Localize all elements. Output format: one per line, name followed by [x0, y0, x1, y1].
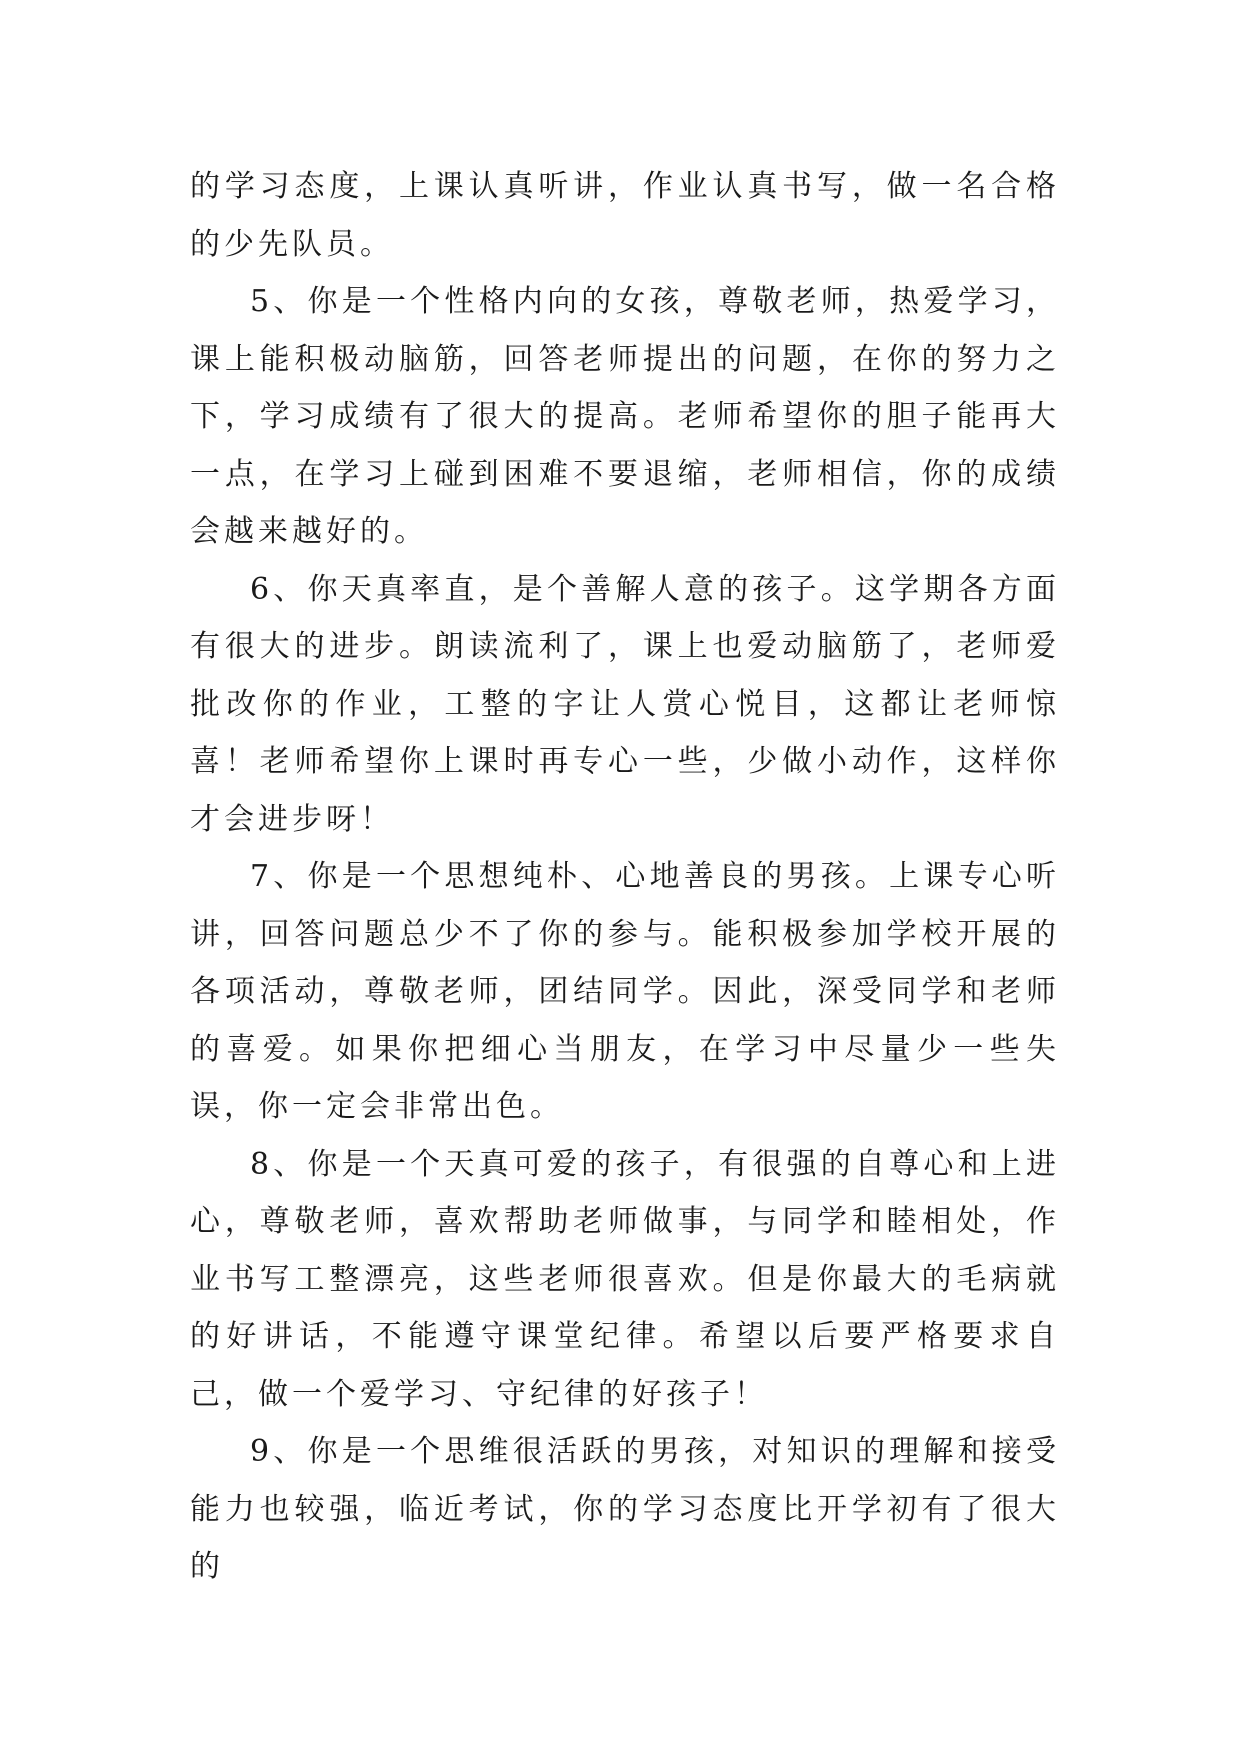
document-body: [190, 158, 1060, 1596]
paragraph-comment-6: 6、你天真率直，是个善解人意的孩子。这学期各方面有很大的进步。朗读流利了，课上也爱动脑筋了，老师爱批改你的作业，工整的字让人赏心悦目，这都让老师惊喜！老师希望你上课时再专心一些，少做小动作，这样你才会进步呀！: [190, 571, 1060, 837]
paragraph-comment-7: 7、你是一个思想纯朴、心地善良的男孩。上课专心听讲，回答问题总少不了你的参与。能积极参加学校开展的各项活动，尊敬老师，团结同学。因此，深受同学和老师的喜爱。如果你把细心当朋友，在学习中尽量少一些失误，你一定会非常出色。: [190, 859, 1060, 1124]
paragraph-comment-8: 8、你是一个天真可爱的孩子，有很强的自尊心和上进心，尊敬老师，喜欢帮助老师做事，与同学和睦相处，作业书写工整漂亮，这些老师很喜欢。但是你最大的毛病就的好讲话，不能遵守课堂纪律。希望以后要严格要求自己，做一个爱学习、守纪律的好孩子！: [190, 1146, 1060, 1412]
paragraph-comment-9: 9、你是一个思维很活跃的男孩，对知识的理解和接受能力也较强，临近考试，你的学习态度比开学初有了很大的: [190, 1434, 1060, 1584]
paragraph-continuation: 的学习态度，上课认真听讲，作业认真书写，做一名合格的少先队员。: [190, 169, 1060, 262]
paragraph-comment-5: 5、你是一个性格内向的女孩，尊敬老师，热爱学习，课上能积极动脑筋，回答老师提出的问题，在你的努力之下，学习成绩有了很大的提高。老师希望你的胆子能再大一点，在学习上碰到困难不要退缩，老师相信，你的成绩会越来越好的。: [190, 284, 1060, 549]
